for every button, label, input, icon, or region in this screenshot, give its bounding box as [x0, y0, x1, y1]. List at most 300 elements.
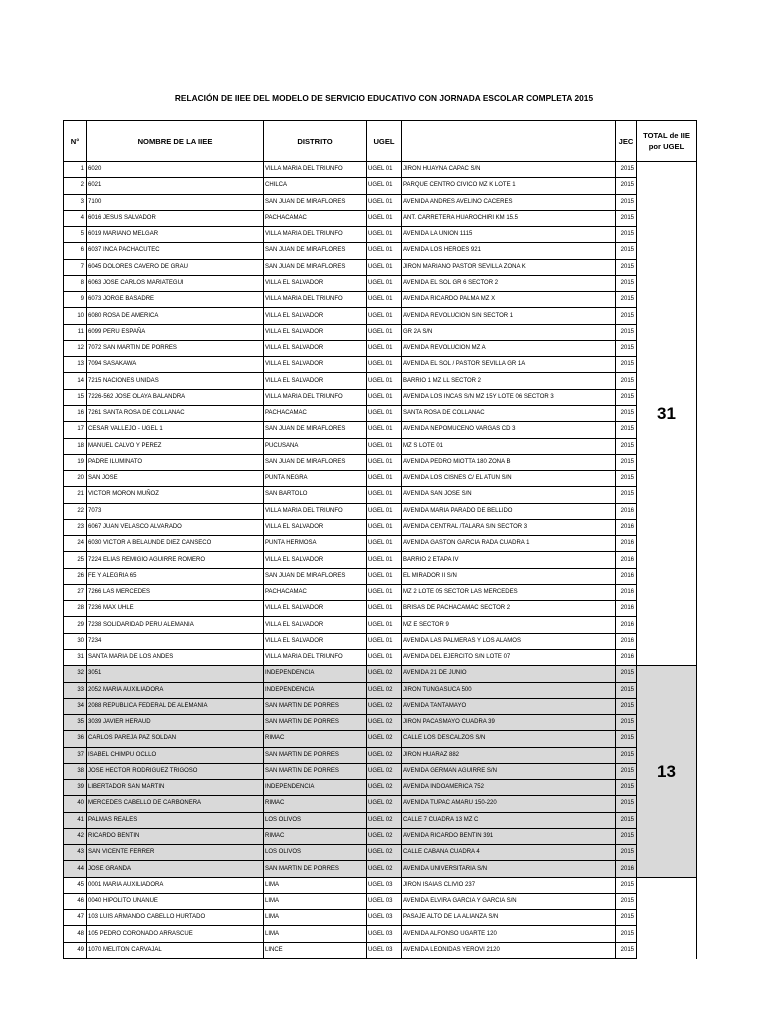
address-cell: AVENIDA RICARDO BENTIN 391 [402, 828, 616, 844]
ugel-cell: UGEL 01 [367, 210, 402, 226]
header-ugel: UGEL [367, 121, 402, 162]
ugel-cell: UGEL 01 [367, 438, 402, 454]
ugel-cell: UGEL 01 [367, 584, 402, 600]
jec-year-cell: 2015 [616, 308, 637, 324]
district-cell: VILLA EL SALVADOR [264, 617, 367, 633]
ugel-cell: UGEL 01 [367, 649, 402, 665]
row-number: 31 [64, 649, 87, 665]
row-number: 13 [64, 357, 87, 373]
school-name-cell: PALMAS REALES [87, 812, 264, 828]
jec-year-cell: 2015 [616, 666, 637, 682]
school-name-cell: 7261 SANTA ROSA DE COLLANAC [87, 405, 264, 421]
row-number: 25 [64, 552, 87, 568]
address-cell: AVENIDA REVOLUCION MZ A [402, 340, 616, 356]
address-cell: JIRON MARIANO PASTOR SEVILLA ZONA K [402, 259, 616, 275]
school-name-cell: 7100 [87, 194, 264, 210]
table-row [64, 568, 697, 584]
address-cell: AVENIDA UNIVERSITARIA S/N [402, 861, 616, 877]
district-cell: PACHACAMAC [264, 405, 367, 421]
jec-year-cell: 2015 [616, 780, 637, 796]
table-row [64, 942, 697, 958]
row-number: 37 [64, 747, 87, 763]
table-row [64, 178, 697, 194]
table-row [64, 666, 697, 682]
school-name-cell: 7073 [87, 503, 264, 519]
ugel-cell: UGEL 02 [367, 698, 402, 714]
jec-year-cell: 2015 [616, 438, 637, 454]
table-row [64, 243, 697, 259]
table-row [64, 893, 697, 909]
district-cell: VILLA EL SALVADOR [264, 552, 367, 568]
jec-year-cell: 2016 [616, 633, 637, 649]
ugel-cell: UGEL 01 [367, 162, 402, 178]
row-number: 48 [64, 926, 87, 942]
row-number: 8 [64, 275, 87, 291]
ugel-cell: UGEL 01 [367, 405, 402, 421]
district-cell: LOS OLIVOS [264, 812, 367, 828]
row-number: 18 [64, 438, 87, 454]
district-cell: PUCUSANA [264, 438, 367, 454]
address-cell: AVENIDA LA UNION 1115 [402, 227, 616, 243]
jec-year-cell: 2015 [616, 877, 637, 893]
jec-year-cell: 2016 [616, 552, 637, 568]
row-number: 12 [64, 340, 87, 356]
ugel-cell: UGEL 01 [367, 536, 402, 552]
row-number: 2 [64, 178, 87, 194]
row-number: 44 [64, 861, 87, 877]
ugel-cell: UGEL 03 [367, 910, 402, 926]
school-name-cell: 7072 SAN MARTIN DE PORRES [87, 340, 264, 356]
table-row [64, 340, 697, 356]
jec-year-cell: 2015 [616, 731, 637, 747]
address-cell: AVENIDA GASTON GARCIA RADA CUADRA 1 [402, 536, 616, 552]
row-number: 15 [64, 389, 87, 405]
row-number: 30 [64, 633, 87, 649]
address-cell: AVENIDA LOS HEROES 921 [402, 243, 616, 259]
jec-year-cell: 2015 [616, 275, 637, 291]
row-number: 27 [64, 584, 87, 600]
school-name-cell: JOSE GRANDA [87, 861, 264, 877]
district-cell: VILLA EL SALVADOR [264, 519, 367, 535]
address-cell: PARQUE CENTRO CIVICO MZ K LOTE 1 [402, 178, 616, 194]
school-name-cell: 6045 DOLORES CAVERO DE GRAU [87, 259, 264, 275]
address-cell: AVENIDA MARIA PARADO DE BELLIDO [402, 503, 616, 519]
ugel-total-cell: 13 [637, 666, 697, 877]
table-row [64, 877, 697, 893]
school-name-cell: 6019 MARIANO MELGAR [87, 227, 264, 243]
district-cell: SAN JUAN DE MIRAFLORES [264, 422, 367, 438]
school-name-cell: SAN VICENTE FERRER [87, 845, 264, 861]
district-cell: SAN MARTIN DE PORRES [264, 715, 367, 731]
header-total-per-ugel: TOTAL de IIE por UGEL [637, 121, 697, 162]
ugel-cell: UGEL 01 [367, 454, 402, 470]
address-cell: EL MIRADOR II S/N [402, 568, 616, 584]
jec-year-cell: 2016 [616, 568, 637, 584]
address-cell: AVENIDA DEL EJERCITO S/N LOTE 07 [402, 649, 616, 665]
district-cell: PUNTA NEGRA [264, 471, 367, 487]
ugel-cell: UGEL 02 [367, 715, 402, 731]
address-cell: JIRON PACASMAYO CUADRA 39 [402, 715, 616, 731]
document-title: RELACIÓN DE IIEE DEL MODELO DE SERVICIO EDUCATIVO CON JORNADA ESCOLAR COMPLETA 2015 [174, 93, 594, 103]
address-cell: AVENIDA ANDRES AVELINO CACERES [402, 194, 616, 210]
jec-year-cell: 2016 [616, 861, 637, 877]
district-cell: RIMAC [264, 796, 367, 812]
jec-year-cell: 2015 [616, 162, 637, 178]
ugel-total-cell: 31 [637, 162, 697, 666]
address-cell: AVENIDA LOS INCAS S/N MZ 15Y LOTE 06 SECTOR 3 [402, 389, 616, 405]
district-cell: SAN BARTOLO [264, 487, 367, 503]
district-cell: LOS OLIVOS [264, 845, 367, 861]
jec-year-cell: 2016 [616, 617, 637, 633]
jec-year-cell: 2015 [616, 796, 637, 812]
table-row [64, 926, 697, 942]
district-cell: SAN JUAN DE MIRAFLORES [264, 194, 367, 210]
row-number: 1 [64, 162, 87, 178]
table-row [64, 845, 697, 861]
table-row [64, 308, 697, 324]
jec-year-cell: 2015 [616, 422, 637, 438]
ugel-cell: UGEL 01 [367, 243, 402, 259]
address-cell: AVENIDA INDOAMERICA 752 [402, 780, 616, 796]
row-number: 17 [64, 422, 87, 438]
jec-year-cell: 2015 [616, 210, 637, 226]
school-name-cell: 6016 JESUS SALVADOR [87, 210, 264, 226]
table-row [64, 210, 697, 226]
district-cell: LIMA [264, 893, 367, 909]
address-cell: AVENIDA LOS CISNES C/ EL ATUN S/N [402, 471, 616, 487]
ugel-cell: UGEL 02 [367, 666, 402, 682]
ugel-cell: UGEL 01 [367, 308, 402, 324]
jec-year-cell: 2015 [616, 471, 637, 487]
address-cell: JIRON ISAIAS CLIVIO 237 [402, 877, 616, 893]
ugel-cell: UGEL 01 [367, 178, 402, 194]
school-name-cell: 6063 JOSE CARLOS MARIATEGUI [87, 275, 264, 291]
district-cell: VILLA MARIA DEL TRIUNFO [264, 292, 367, 308]
ugel-cell: UGEL 01 [367, 519, 402, 535]
jec-year-cell: 2016 [616, 584, 637, 600]
table-row [64, 698, 697, 714]
jec-year-cell: 2015 [616, 763, 637, 779]
row-number: 22 [64, 503, 87, 519]
ugel-cell: UGEL 01 [367, 568, 402, 584]
table-row [64, 389, 697, 405]
jec-year-cell: 2015 [616, 812, 637, 828]
school-name-cell: SAN JOSE [87, 471, 264, 487]
row-number: 46 [64, 893, 87, 909]
school-name-cell: 7234 [87, 633, 264, 649]
district-cell: SAN JUAN DE MIRAFLORES [264, 243, 367, 259]
table-row [64, 162, 697, 178]
address-cell: AVENIDA CENTRAL /TALARA S/N SECTOR 3 [402, 519, 616, 535]
address-cell: BARRIO 2 ETAPA IV [402, 552, 616, 568]
row-number: 23 [64, 519, 87, 535]
ugel-cell: UGEL 02 [367, 747, 402, 763]
table-row [64, 422, 697, 438]
school-name-cell: MANUEL CALVO Y PEREZ [87, 438, 264, 454]
row-number: 5 [64, 227, 87, 243]
table-row [64, 227, 697, 243]
address-cell: GR 2A S/N [402, 324, 616, 340]
ugel-cell: UGEL 01 [367, 487, 402, 503]
school-name-cell: 7215 NACIONES UNIDAS [87, 373, 264, 389]
ugel-cell: UGEL 02 [367, 828, 402, 844]
district-cell: VILLA MARIA DEL TRIUNFO [264, 227, 367, 243]
school-name-cell: 7236 MAX UHLE [87, 601, 264, 617]
school-name-cell: 3051 [87, 666, 264, 682]
jec-year-cell: 2016 [616, 649, 637, 665]
district-cell: SAN MARTIN DE PORRES [264, 698, 367, 714]
school-name-cell: FE Y ALEGRIA 65 [87, 568, 264, 584]
school-name-cell: 0040 HIPOLITO UNANUE [87, 893, 264, 909]
row-number: 42 [64, 828, 87, 844]
ugel-cell: UGEL 02 [367, 796, 402, 812]
table-row [64, 780, 697, 796]
table-row [64, 584, 697, 600]
table-row [64, 731, 697, 747]
jec-year-cell: 2015 [616, 259, 637, 275]
school-name-cell: 7226-562 JOSE OLAYA BALANDRA [87, 389, 264, 405]
jec-year-cell: 2015 [616, 487, 637, 503]
row-number: 7 [64, 259, 87, 275]
address-cell: MZ 2 LOTE 05 SECTOR LAS MERCEDES [402, 584, 616, 600]
table-row [64, 812, 697, 828]
row-number: 45 [64, 877, 87, 893]
ugel-cell: UGEL 01 [367, 292, 402, 308]
jec-year-cell: 2015 [616, 698, 637, 714]
address-cell: MZ S LOTE 01 [402, 438, 616, 454]
ugel-cell: UGEL 01 [367, 503, 402, 519]
table-row [64, 454, 697, 470]
table-row [64, 633, 697, 649]
address-cell: BARRIO 1 MZ LL SECTOR 2 [402, 373, 616, 389]
jec-year-cell: 2015 [616, 828, 637, 844]
ugel-total-cell [637, 877, 697, 958]
ugel-cell: UGEL 03 [367, 942, 402, 958]
table-row [64, 292, 697, 308]
school-name-cell: 105 PEDRO CORONADO ARRASCUE [87, 926, 264, 942]
address-cell: AVENIDA EL SOL / PASTOR SEVILLA GR 1A [402, 357, 616, 373]
row-number: 35 [64, 715, 87, 731]
table-row [64, 373, 697, 389]
school-name-cell: VICTOR MORON MUÑOZ [87, 487, 264, 503]
table-row [64, 796, 697, 812]
row-number: 6 [64, 243, 87, 259]
header-jec: JEC [616, 121, 637, 162]
table-row [64, 471, 697, 487]
jec-year-cell: 2015 [616, 926, 637, 942]
row-number: 41 [64, 812, 87, 828]
ugel-cell: UGEL 01 [367, 422, 402, 438]
address-cell: AVENIDA LAS PALMERAS Y LOS ALAMOS [402, 633, 616, 649]
ugel-cell: UGEL 02 [367, 682, 402, 698]
jec-year-cell: 2015 [616, 682, 637, 698]
district-cell: VILLA EL SALVADOR [264, 601, 367, 617]
ugel-cell: UGEL 01 [367, 373, 402, 389]
district-cell: VILLA MARIA DEL TRIUNFO [264, 503, 367, 519]
ugel-cell: UGEL 01 [367, 552, 402, 568]
ugel-cell: UGEL 03 [367, 877, 402, 893]
school-name-cell: 7224 ELIAS REMIGIO AGUIRRE ROMERO [87, 552, 264, 568]
table-row [64, 747, 697, 763]
table-row [64, 536, 697, 552]
address-cell: CALLE 7 CUADRA 13 MZ C [402, 812, 616, 828]
schools-table [63, 120, 697, 959]
jec-year-cell: 2015 [616, 194, 637, 210]
ugel-cell: UGEL 02 [367, 763, 402, 779]
school-name-cell: 6021 [87, 178, 264, 194]
jec-year-cell: 2015 [616, 747, 637, 763]
school-name-cell: 6073 JORGE BASADRE [87, 292, 264, 308]
table-header [64, 121, 697, 162]
district-cell: VILLA MARIA DEL TRIUNFO [264, 389, 367, 405]
table-row [64, 275, 697, 291]
ugel-cell: UGEL 01 [367, 471, 402, 487]
district-cell: VILLA EL SALVADOR [264, 308, 367, 324]
district-cell: INDEPENDENCIA [264, 682, 367, 698]
district-cell: VILLA MARIA DEL TRIUNFO [264, 162, 367, 178]
school-name-cell: 2088 REPUBLICA FEDERAL DE ALEMANIA [87, 698, 264, 714]
jec-year-cell: 2016 [616, 519, 637, 535]
row-number: 14 [64, 373, 87, 389]
jec-year-cell: 2016 [616, 536, 637, 552]
district-cell: RIMAC [264, 731, 367, 747]
address-cell: AVENIDA TUPAC AMARU 150-220 [402, 796, 616, 812]
jec-year-cell: 2016 [616, 503, 637, 519]
table-row [64, 682, 697, 698]
row-number: 16 [64, 405, 87, 421]
table-row [64, 487, 697, 503]
jec-year-cell: 2015 [616, 942, 637, 958]
table-row [64, 324, 697, 340]
row-number: 34 [64, 698, 87, 714]
jec-year-cell: 2015 [616, 324, 637, 340]
district-cell: SAN JUAN DE MIRAFLORES [264, 454, 367, 470]
address-cell: JIRON TUNGASUCA 500 [402, 682, 616, 698]
jec-year-cell: 2015 [616, 893, 637, 909]
school-name-cell: 6067 JUAN VELASCO ALVARADO [87, 519, 264, 535]
address-cell: AVENIDA REVOLUCION S/N SECTOR 1 [402, 308, 616, 324]
address-cell: SANTA ROSA DE COLLANAC [402, 405, 616, 421]
district-cell: VILLA EL SALVADOR [264, 275, 367, 291]
row-number: 33 [64, 682, 87, 698]
table-body [64, 162, 697, 959]
district-cell: VILLA EL SALVADOR [264, 340, 367, 356]
table-row [64, 194, 697, 210]
district-cell: SAN MARTIN DE PORRES [264, 747, 367, 763]
table-row [64, 405, 697, 421]
table-row [64, 649, 697, 665]
ugel-cell: UGEL 01 [367, 194, 402, 210]
ugel-cell: UGEL 01 [367, 340, 402, 356]
header-address [402, 121, 616, 162]
school-name-cell: ISABEL CHIMPU OCLLO [87, 747, 264, 763]
table-row [64, 861, 697, 877]
jec-year-cell: 2016 [616, 601, 637, 617]
ugel-cell: UGEL 02 [367, 861, 402, 877]
table-row [64, 910, 697, 926]
header-number: N° [64, 121, 87, 162]
table-row [64, 503, 697, 519]
table-row [64, 617, 697, 633]
row-number: 20 [64, 471, 87, 487]
table-row [64, 259, 697, 275]
school-name-cell: 6020 [87, 162, 264, 178]
school-name-cell: CARLOS PAREJA PAZ SOLDAN [87, 731, 264, 747]
district-cell: PACHACAMAC [264, 584, 367, 600]
jec-year-cell: 2015 [616, 178, 637, 194]
school-name-cell: 2052 MARIA AUXILIADORA [87, 682, 264, 698]
address-cell: BRISAS DE PACHACAMAC SECTOR 2 [402, 601, 616, 617]
table-row [64, 438, 697, 454]
ugel-cell: UGEL 02 [367, 812, 402, 828]
ugel-cell: UGEL 01 [367, 259, 402, 275]
row-number: 43 [64, 845, 87, 861]
school-name-cell: 7266 LAS MERCEDES [87, 584, 264, 600]
row-number: 36 [64, 731, 87, 747]
address-cell: AVENIDA RICARDO PALMA MZ X [402, 292, 616, 308]
school-name-cell: 103 LUIS ARMANDO CABELLO HURTADO [87, 910, 264, 926]
table-row [64, 828, 697, 844]
district-cell: LINCE [264, 942, 367, 958]
address-cell: AVENIDA LEONIDAS YEROVI 2120 [402, 942, 616, 958]
header-district: DISTRITO [264, 121, 367, 162]
district-cell: PUNTA HERMOSA [264, 536, 367, 552]
ugel-cell: UGEL 01 [367, 324, 402, 340]
row-number: 39 [64, 780, 87, 796]
row-number: 47 [64, 910, 87, 926]
jec-year-cell: 2015 [616, 357, 637, 373]
header-row [64, 121, 697, 162]
ugel-cell: UGEL 01 [367, 601, 402, 617]
address-cell: AVENIDA ELVIRA GARCIA Y GARCIA S/N [402, 893, 616, 909]
table-row [64, 357, 697, 373]
address-cell: CALLE CABANA CUADRA 4 [402, 845, 616, 861]
district-cell: SAN JUAN DE MIRAFLORES [264, 568, 367, 584]
row-number: 9 [64, 292, 87, 308]
jec-year-cell: 2015 [616, 389, 637, 405]
district-cell: LIMA [264, 877, 367, 893]
school-name-cell: MERCEDES CABELLO DE CARBONERA [87, 796, 264, 812]
table-row [64, 601, 697, 617]
ugel-cell: UGEL 02 [367, 780, 402, 796]
row-number: 29 [64, 617, 87, 633]
ugel-cell: UGEL 02 [367, 845, 402, 861]
district-cell: VILLA EL SALVADOR [264, 357, 367, 373]
ugel-cell: UGEL 01 [367, 617, 402, 633]
school-name-cell: 6030 VICTOR A BELAUNDE DIEZ CANSECO [87, 536, 264, 552]
school-name-cell: RICARDO BENTIN [87, 828, 264, 844]
district-cell: VILLA EL SALVADOR [264, 324, 367, 340]
table-row [64, 552, 697, 568]
ugel-cell: UGEL 01 [367, 357, 402, 373]
jec-year-cell: 2015 [616, 373, 637, 389]
row-number: 11 [64, 324, 87, 340]
school-name-cell: JOSE HECTOR RODRIGUEZ TRIGOSO [87, 763, 264, 779]
district-cell: PACHACAMAC [264, 210, 367, 226]
address-cell: JIRON HUARAZ 882 [402, 747, 616, 763]
district-cell: INDEPENDENCIA [264, 666, 367, 682]
jec-year-cell: 2015 [616, 405, 637, 421]
address-cell: AVENIDA 21 DE JUNIO [402, 666, 616, 682]
row-number: 4 [64, 210, 87, 226]
school-name-cell: 7094 SASAKAWA [87, 357, 264, 373]
ugel-cell: UGEL 01 [367, 275, 402, 291]
address-cell: AVENIDA EL SOL GR 6 SECTOR 2 [402, 275, 616, 291]
table-row [64, 763, 697, 779]
district-cell: SAN MARTIN DE PORRES [264, 763, 367, 779]
jec-year-cell: 2015 [616, 292, 637, 308]
address-cell: PASAJE ALTO DE LA ALIANZA S/N [402, 910, 616, 926]
